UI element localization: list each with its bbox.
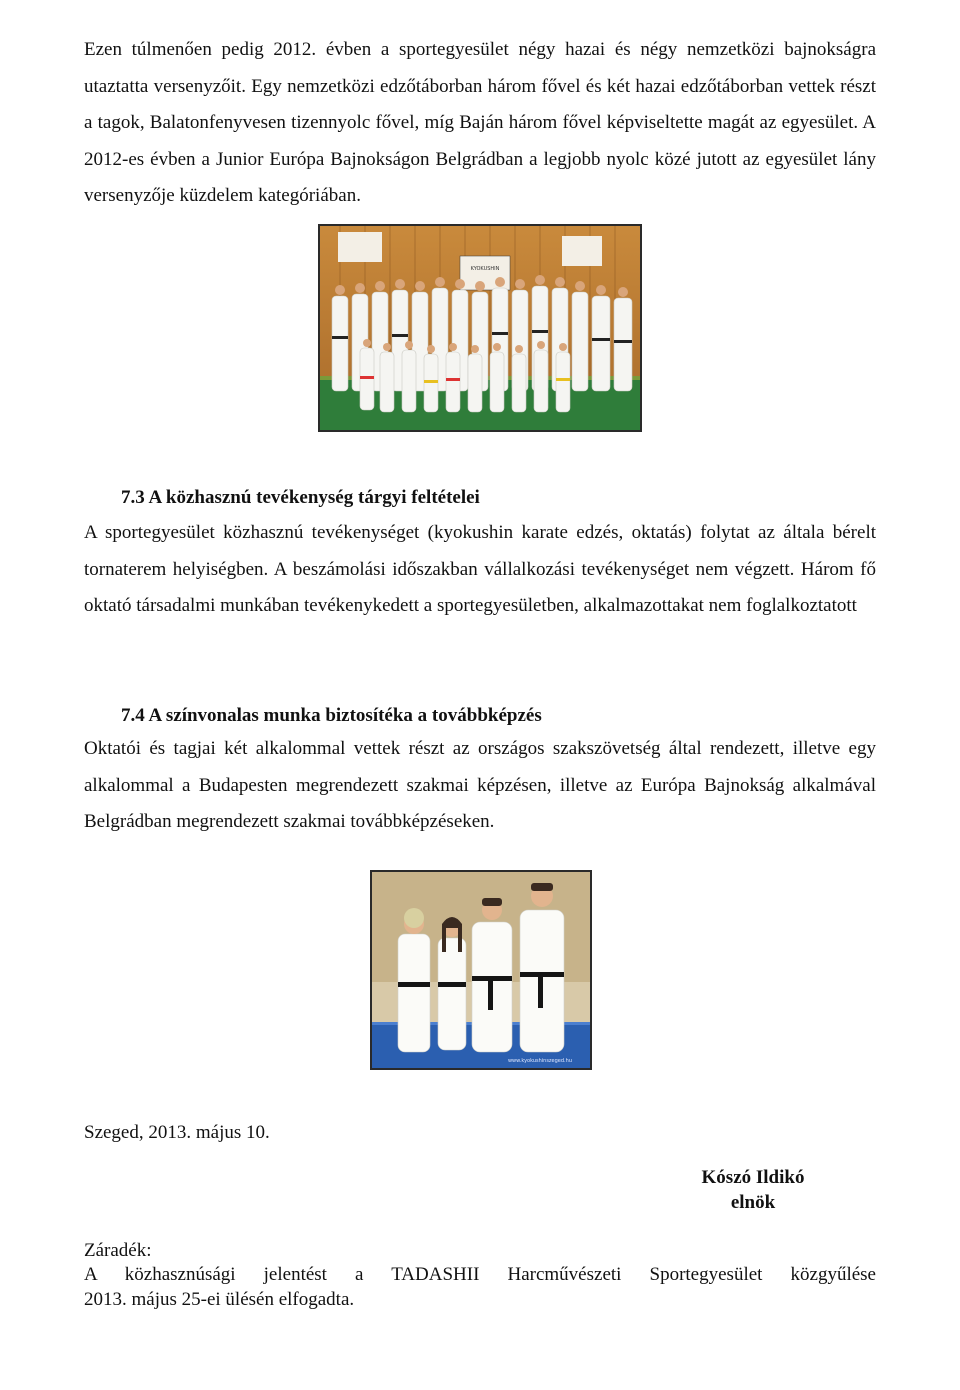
section-7-3-paragraph: A sportegyesület közhasznú tevékenységet (kyokushin karate edzés, oktatás) folytat az általa bérelt tornaterem helyiségben. A beszámolási időszakban vállalkozási tevékenységet nem végzett. Három fő oktató társadalmi munkában tevékenykedett a sportegyesületben, alkalmazottakat nem foglalkoztatott: [84, 522, 876, 616]
clause-label: Záradék:: [84, 1240, 152, 1261]
signature-title: elnök: [730, 1192, 776, 1213]
watermark-text: www.kyokushinszeged.hu: [507, 1058, 572, 1064]
group-photo: [318, 224, 642, 432]
section-7-3-heading: 7.3 A közhasznú tevékenység tárgyi feltételei: [121, 487, 480, 508]
signature-name: Kószó Ildikó: [701, 1167, 805, 1188]
section-7-4-heading: 7.4 A színvonalas munka biztosítéka a továbbképzés: [121, 705, 542, 726]
intro-paragraph: Ezen túlmenően pedig 2012. évben a sportegyesület négy hazai és négy nemzetközi bajnokságra utaztatta versenyzőit. Egy nemzetközi edzőtáborban három fővel és két hazai edzőtáborban vettek részt a tagok, Balatonfenyvesen tizennyolc fővel, míg Baján három fővel képviseltette magát az egyesület. A 2012-es évben a Junior Európa Bajnokságon Belgrádban a legjobb nyolc közé jutott az egyesület lány versenyzője küzdelem kategóriában.: [84, 39, 876, 206]
place-date: Szeged, 2013. május 10.: [84, 1122, 270, 1143]
section-7-4-paragraph: Oktatói és tagjai két alkalommal vettek részt az országos szakszövetség által rendezett, illetve egy alkalommal a Budapesten megrendezett szakmai képzésen, illetve az Európa Bajnokság alkalmával Belgrádban megrendezett szakmai továbbképzéseken.: [84, 738, 876, 832]
clause-line-2: 2013. május 25-ei ülésén elfogadta.: [84, 1289, 355, 1310]
clause-line-1: A közhasznúsági jelentést a TADASHII Harcművészeti Sportegyesület közgyűlése: [84, 1264, 876, 1285]
banner-text: KYOKUSHIN: [470, 266, 500, 272]
instructors-photo: [370, 870, 592, 1070]
